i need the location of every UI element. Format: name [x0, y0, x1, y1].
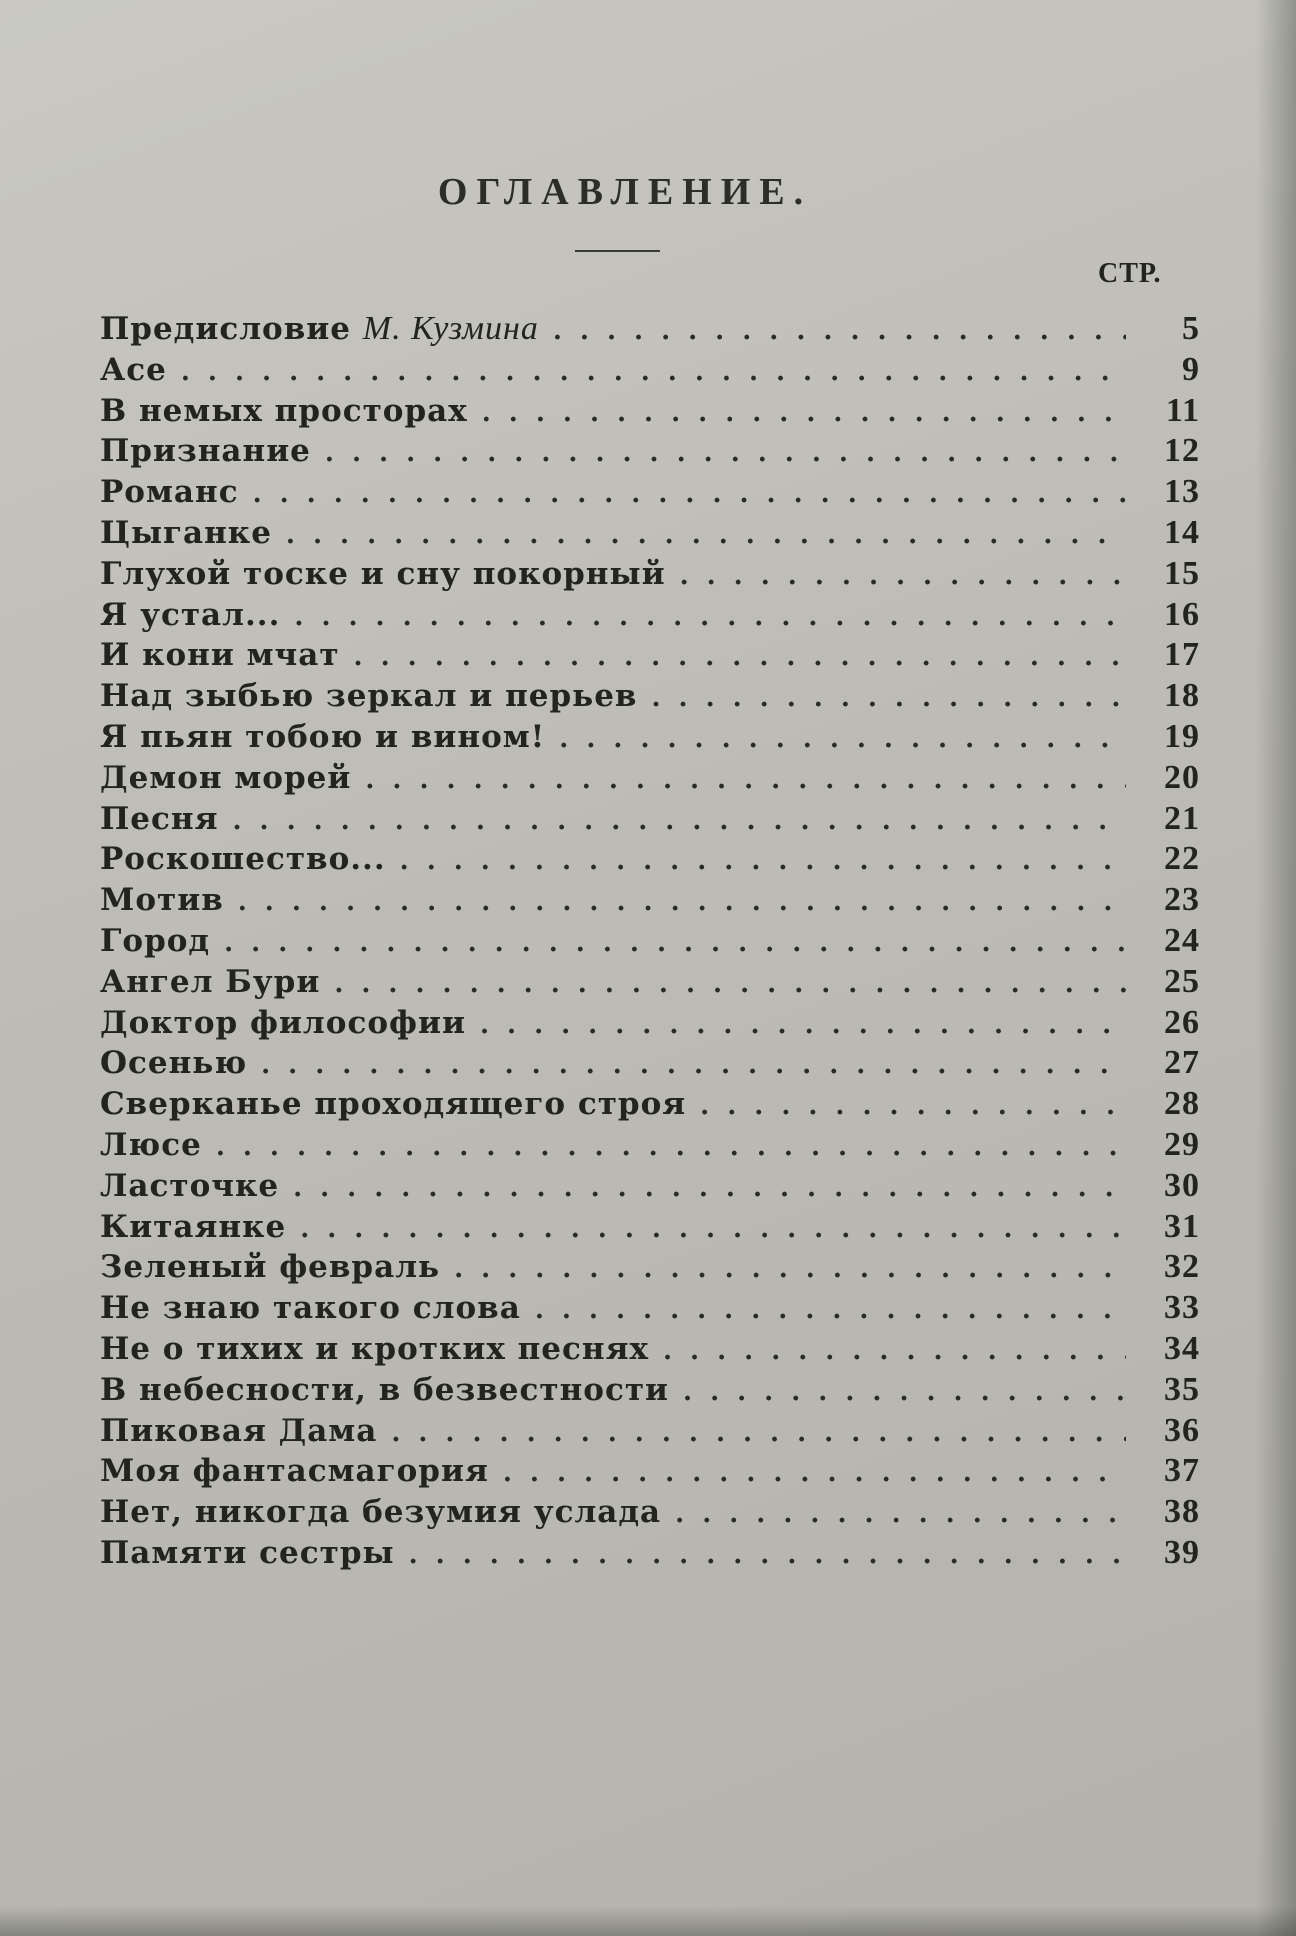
toc-entry-title: [100, 352, 167, 388]
toc-entry-title-text: Пиковая Дама: [100, 1412, 378, 1449]
toc-entry-title-text: Роскошество...: [100, 841, 386, 878]
dot-leader: [354, 642, 1126, 672]
toc-entry-title-text: Нет, никогда безумия услада: [100, 1494, 662, 1531]
toc-entry-page-number: 20: [1164, 758, 1200, 796]
toc-entry-page-number: 30: [1164, 1166, 1200, 1204]
toc-entry: [100, 351, 1200, 392]
toc-entry-page-number: 21: [1164, 799, 1200, 837]
dot-leader: [680, 561, 1126, 591]
toc-entry: [100, 963, 1200, 1004]
toc-entry-title-text: Зеленый февраль: [100, 1249, 441, 1286]
toc-entry-title-text: И кони мчат: [100, 637, 340, 674]
toc-entry: [100, 759, 1200, 800]
toc-entry-page-number: 26: [1164, 1003, 1200, 1041]
toc-entry: [100, 881, 1200, 922]
toc-entry-page-number: 18: [1164, 677, 1200, 715]
spine-shadow: [1256, 0, 1296, 1936]
toc-entry: [100, 1208, 1200, 1249]
toc-entry-title: [100, 393, 468, 429]
toc-entry-title: [100, 1453, 489, 1489]
toc-entry-page-number: 35: [1164, 1370, 1200, 1408]
title-divider: [575, 250, 660, 252]
toc-entry-title: [100, 1086, 686, 1122]
toc-entry-title: [100, 1331, 649, 1367]
dot-leader: [683, 1377, 1126, 1407]
toc-entry-title-text: В немых просторах: [100, 392, 468, 429]
toc-entry-title-text: Цыганке: [100, 514, 272, 551]
toc-entry: [100, 596, 1200, 637]
toc-entry: [100, 392, 1200, 433]
toc-entry-page-number: 29: [1164, 1125, 1200, 1163]
toc-entry-page-number: 32: [1164, 1248, 1200, 1286]
toc-entry: [100, 1126, 1200, 1167]
toc-entry: [100, 677, 1200, 718]
toc-entry-page-number: 33: [1164, 1289, 1200, 1327]
toc-entry-title-text: В небесности, в безвестности: [100, 1371, 670, 1408]
toc-entry-title-text: Китаянке: [100, 1208, 287, 1245]
toc-entry-title: [100, 964, 320, 1000]
toc-entry-title: [100, 1127, 202, 1163]
dot-leader: [651, 683, 1126, 713]
toc-entry-page-number: 25: [1164, 962, 1200, 1000]
toc-entry-title-text: Памяти сестры: [100, 1534, 395, 1571]
dot-leader: [454, 1254, 1126, 1284]
dot-leader: [391, 1418, 1126, 1448]
toc-entry-title: [100, 474, 239, 510]
toc-entry-title: [100, 678, 637, 714]
dot-leader: [181, 357, 1126, 387]
toc-entry-title-text: Предисловие: [100, 311, 351, 347]
toc-entry-title: [100, 1168, 279, 1204]
toc-entry-page-number: 14: [1164, 513, 1200, 551]
toc-entry-title-text: Признание: [100, 433, 311, 470]
toc-entry-title-text: Не знаю такого слова: [100, 1290, 521, 1327]
toc-entry: [100, 1412, 1200, 1453]
toc-entry-page-number: 5: [1182, 310, 1200, 347]
toc-entry-page-number: 39: [1164, 1533, 1200, 1571]
toc-entry-title: [100, 515, 272, 551]
toc-entry-title-text: Мотив: [100, 882, 224, 919]
toc-entry-page-number: 13: [1164, 473, 1200, 511]
toc-entry-title-text: Демон морей: [100, 759, 352, 796]
toc-entry-title-text: Ласточке: [100, 1167, 280, 1204]
toc-entry-title: [100, 556, 666, 592]
toc-entry-page-number: 22: [1164, 840, 1200, 878]
dot-leader: [535, 1295, 1126, 1325]
toc-entry-title-text: Над зыбью зеркал и перьев: [100, 678, 638, 715]
toc-entry: [100, 1248, 1200, 1289]
toc-entry: [100, 1452, 1200, 1493]
toc-entry: [100, 1044, 1200, 1085]
dot-leader: [700, 1091, 1126, 1121]
toc-entry: [100, 922, 1200, 963]
toc-entry: [100, 1371, 1200, 1412]
toc-entry-title: [100, 1249, 440, 1285]
toc-entry-page-number: 37: [1164, 1452, 1200, 1490]
toc-entry-title: [100, 1372, 669, 1408]
toc-entry-page-number: 16: [1164, 595, 1200, 633]
toc-entry: [100, 1004, 1200, 1045]
toc-entry-title: [100, 1045, 247, 1081]
toc-entry-title-text: Моя фантасмагория: [100, 1453, 489, 1490]
dot-leader: [409, 1540, 1126, 1570]
toc-entry-title: [100, 597, 280, 633]
toc-entry: [100, 1289, 1200, 1330]
toc-entry-page-number: 27: [1164, 1044, 1200, 1082]
toc-entry: [100, 1330, 1200, 1371]
dot-leader: [482, 398, 1126, 428]
toc-entry-title: [100, 841, 386, 877]
toc-entry-title: [100, 760, 351, 796]
toc-entry: [100, 840, 1200, 881]
dot-leader: [232, 806, 1126, 836]
toc-entry: [100, 1493, 1200, 1534]
toc-entry-page-number: 11: [1165, 391, 1200, 429]
toc-entry-page-number: 17: [1164, 636, 1200, 674]
dot-leader: [286, 520, 1126, 550]
dot-leader: [294, 602, 1126, 632]
toc-entry: [100, 636, 1200, 677]
toc-entry-page-number: 19: [1164, 717, 1200, 755]
toc-entry-title-text: Я пьян тобою и вином!: [100, 718, 546, 755]
toc-entry-page-number: 38: [1164, 1493, 1200, 1531]
table-of-contents: [100, 310, 1200, 1575]
toc-entry-title-text: Город: [100, 922, 211, 959]
toc-entry-page-number: 24: [1164, 921, 1200, 959]
dot-leader: [559, 724, 1126, 754]
dot-leader: [400, 846, 1126, 876]
toc-entry-page-number: 12: [1164, 432, 1200, 470]
toc-entry-title: [100, 637, 340, 673]
toc-entry-page-number: 36: [1164, 1411, 1200, 1449]
toc-entry-title: [100, 1290, 521, 1326]
toc-entry-title-text: Романс: [100, 474, 239, 511]
dot-leader: [216, 1132, 1126, 1162]
toc-entry-page-number: 15: [1164, 554, 1200, 592]
page-column-label: СТР.: [1098, 258, 1162, 289]
toc-entry-title: [100, 310, 539, 348]
toc-entry: [100, 310, 1200, 351]
toc-entry-title-text: Сверканье проходящего строя: [100, 1086, 687, 1123]
toc-entry-page-number: 28: [1164, 1085, 1200, 1123]
toc-entry-title: [100, 1494, 661, 1530]
dot-leader: [553, 316, 1126, 346]
dot-leader: [325, 438, 1126, 468]
toc-entry-title-text: Глухой тоске и сну покорный: [100, 555, 666, 592]
toc-entry: [100, 718, 1200, 759]
toc-entry-title-text: Доктор философии: [100, 1004, 466, 1041]
toc-entry-title-text: Не о тихих и кротких песнях: [100, 1330, 649, 1367]
page-edge: [0, 1906, 1296, 1936]
toc-entry-title: [100, 1005, 466, 1041]
toc-entry-title-text: Осенью: [100, 1045, 248, 1082]
toc-entry-page-number: 34: [1164, 1329, 1200, 1367]
dot-leader: [480, 1010, 1126, 1040]
toc-entry: [100, 555, 1200, 596]
toc-entry-title: [100, 923, 210, 959]
toc-entry: [100, 1085, 1200, 1126]
dot-leader: [253, 479, 1126, 509]
dot-leader: [238, 887, 1126, 917]
dot-leader: [663, 1336, 1126, 1366]
toc-entry: [100, 473, 1200, 514]
page-title: ОГЛАВЛЕНИЕ.: [437, 171, 813, 213]
toc-entry-page-number: 31: [1164, 1207, 1200, 1245]
toc-entry: [100, 800, 1200, 841]
toc-entry-page-number: 9: [1182, 350, 1200, 388]
toc-entry: [100, 1167, 1200, 1208]
toc-entry-title-text: Асе: [100, 351, 167, 388]
toc-entry-title-text: Я устал...: [100, 596, 281, 633]
toc-entry-title-text: Ангел Бури: [100, 963, 321, 1000]
toc-entry-title: [100, 1535, 395, 1571]
dot-leader: [293, 1173, 1126, 1203]
toc-entry-title: [100, 1209, 286, 1245]
toc-entry-title: [100, 801, 218, 837]
toc-entry: [100, 432, 1200, 473]
toc-entry-title: [100, 719, 545, 755]
dot-leader: [300, 1214, 1126, 1244]
toc-entry-page-number: 23: [1164, 881, 1200, 919]
dot-leader: [261, 1050, 1126, 1080]
toc-entry: [100, 514, 1200, 555]
toc-entry-title: [100, 433, 311, 469]
dot-leader: [224, 928, 1126, 958]
toc-entry-title-text: Люсе: [100, 1126, 202, 1163]
toc-entry: [100, 1534, 1200, 1575]
dot-leader: [503, 1458, 1126, 1488]
dot-leader: [365, 765, 1126, 795]
toc-entry-title-text: Песня: [100, 800, 219, 837]
dot-leader: [334, 969, 1126, 999]
toc-entry-author: М. Кузмина: [362, 310, 539, 347]
toc-entry-title: [100, 882, 224, 918]
dot-leader: [675, 1499, 1126, 1529]
toc-entry-title: [100, 1413, 377, 1449]
